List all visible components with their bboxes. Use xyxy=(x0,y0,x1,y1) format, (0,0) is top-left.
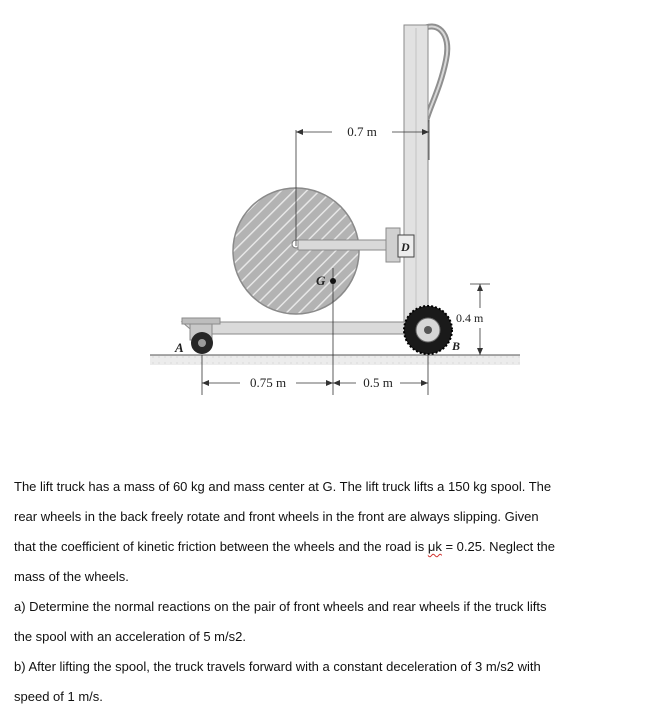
part-b-line: speed of 1 m/s. xyxy=(14,689,103,704)
point-label-d: D xyxy=(401,240,410,254)
truck-chassis xyxy=(182,318,420,340)
rear-wheel-a xyxy=(191,332,213,354)
truck-mast xyxy=(404,25,447,325)
problem-line: rear wheels in the back freely rotate and front wheels in the front are always slipping. Given xyxy=(14,509,539,524)
problem-text: = 0.25. Neglect the xyxy=(441,539,555,554)
mu-k-symbol: μk xyxy=(427,539,442,554)
problem-line xyxy=(14,532,654,562)
point-label-a: A xyxy=(175,340,184,355)
problem-line: mass of the wheels. xyxy=(14,569,129,584)
point-label-g: G xyxy=(316,273,326,288)
dim-label-height: 0.4 m xyxy=(456,311,484,325)
problem-line: The lift truck has a mass of 60 kg and mass center at G. The lift truck lifts a 150 kg spool. The xyxy=(14,479,552,494)
dim-label-top: 0.7 m xyxy=(347,124,377,139)
problem-text: that the coefficient of kinetic friction between the wheels and the road is xyxy=(14,539,428,554)
ground xyxy=(150,355,520,365)
front-wheel-b xyxy=(404,306,452,354)
part-b-line: b) After lifting the spool, the truck travels forward with a constant deceleration of 3 m/s2 with xyxy=(14,659,541,674)
point-label-b: B xyxy=(452,339,461,353)
problem-statement xyxy=(14,472,654,712)
mass-center-dot xyxy=(330,278,336,284)
dim-label-right: 0.5 m xyxy=(363,375,393,390)
dim-label-left: 0.75 m xyxy=(249,375,287,390)
part-a-line: the spool with an acceleration of 5 m/s2. xyxy=(14,629,246,644)
part-a-line: a) Determine the normal reactions on the pair of front wheels and rear wheels if the truck lifts xyxy=(14,599,547,614)
